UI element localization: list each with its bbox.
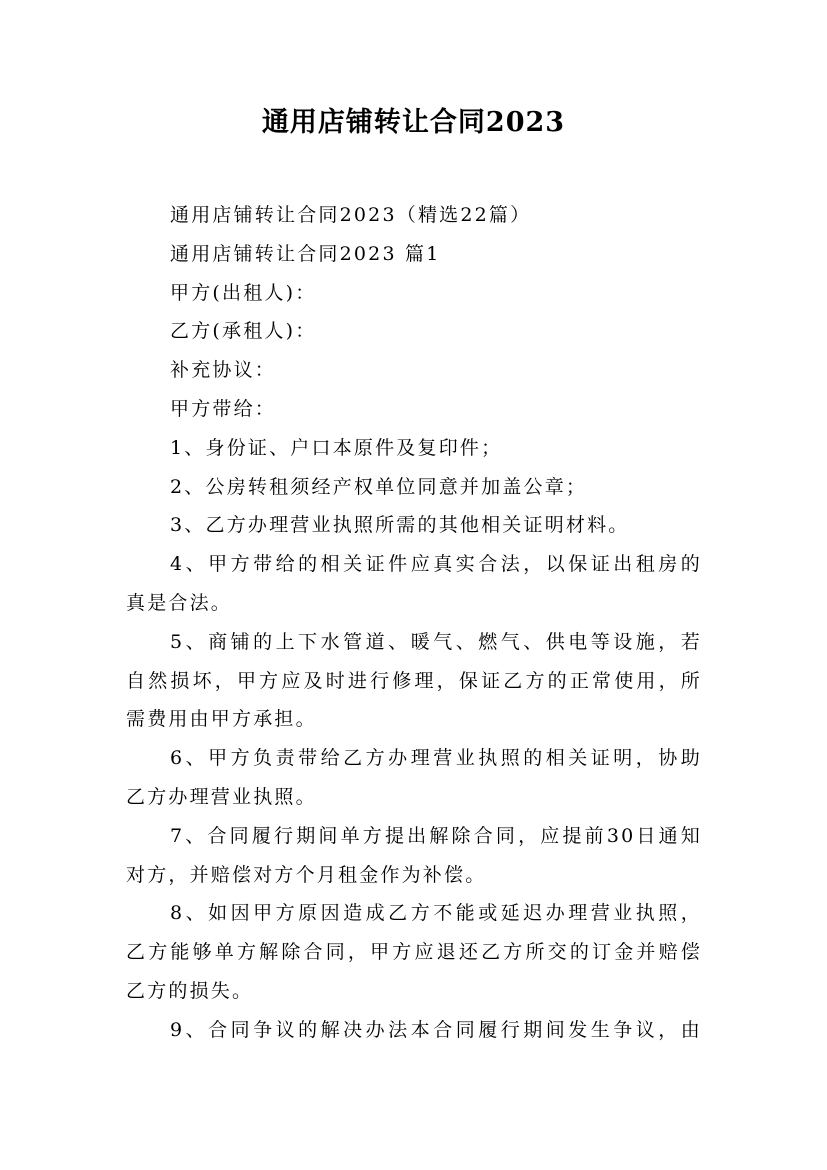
paragraph-item-9-line-1: 9、合同争议的解决办法本合同履行期间发生争议，由 [170, 1018, 702, 1041]
paragraph-item-4-line-1: 4、甲方带给的相关证件应真实合法，以保证出租房的 [170, 553, 702, 576]
paragraph-item-2: 2、公房转租须经产权单位同意并加盖公章； [170, 475, 588, 498]
paragraph-item-3: 3、乙方办理营业执照所需的其他相关证明材料。 [170, 514, 630, 537]
paragraph-party-a-provides: 甲方带给： [170, 397, 277, 420]
paragraph-party-a: 甲方(出租人)： [170, 281, 317, 304]
paragraph-item-8-line-2: 乙方能够单方解除合同，甲方应退还乙方所交的订金并赔偿 [126, 941, 702, 964]
paragraph-item-8-line-3: 乙方的损失。 [126, 979, 254, 1002]
paragraph-item-6-line-1: 6、甲方负责带给乙方办理营业执照的相关证明，协助 [170, 747, 702, 770]
paragraph-supplementary-agreement: 补充协议： [170, 359, 277, 382]
paragraph-item-7-line-1: 7、合同履行期间单方提出解除合同，应提前30日通知 [170, 824, 702, 847]
paragraph-item-5-line-2: 自然损坏，甲方应及时进行修理，保证乙方的正常使用，所 [126, 669, 702, 692]
paragraph-item-8-line-1: 8、如因甲方原因造成乙方不能或延迟办理营业执照， [170, 902, 702, 925]
paragraph-item-6-line-2: 乙方办理营业执照。 [126, 785, 317, 808]
paragraph-item-5-line-1: 5、商铺的上下水管道、暖气、燃气、供电等设施，若 [170, 630, 702, 653]
paragraph-item-4-line-2: 真是合法。 [126, 591, 233, 614]
document-title: 通用店铺转让合同2023 [261, 107, 566, 138]
paragraph-subtitle: 通用店铺转让合同2023（精选22篇） [170, 204, 532, 226]
paragraph-item-5-line-3: 需费用由甲方承担。 [126, 708, 317, 731]
paragraph-section-heading: 通用店铺转让合同2023 篇1 [170, 242, 441, 265]
paragraph-item-1: 1、身份证、户口本原件及复印件； [170, 436, 503, 459]
paragraph-item-7-line-2: 对方，并赔偿对方个月租金作为补偿。 [126, 863, 487, 886]
paragraph-party-b: 乙方(承租人)： [170, 320, 317, 343]
document-body [126, 196, 702, 1050]
